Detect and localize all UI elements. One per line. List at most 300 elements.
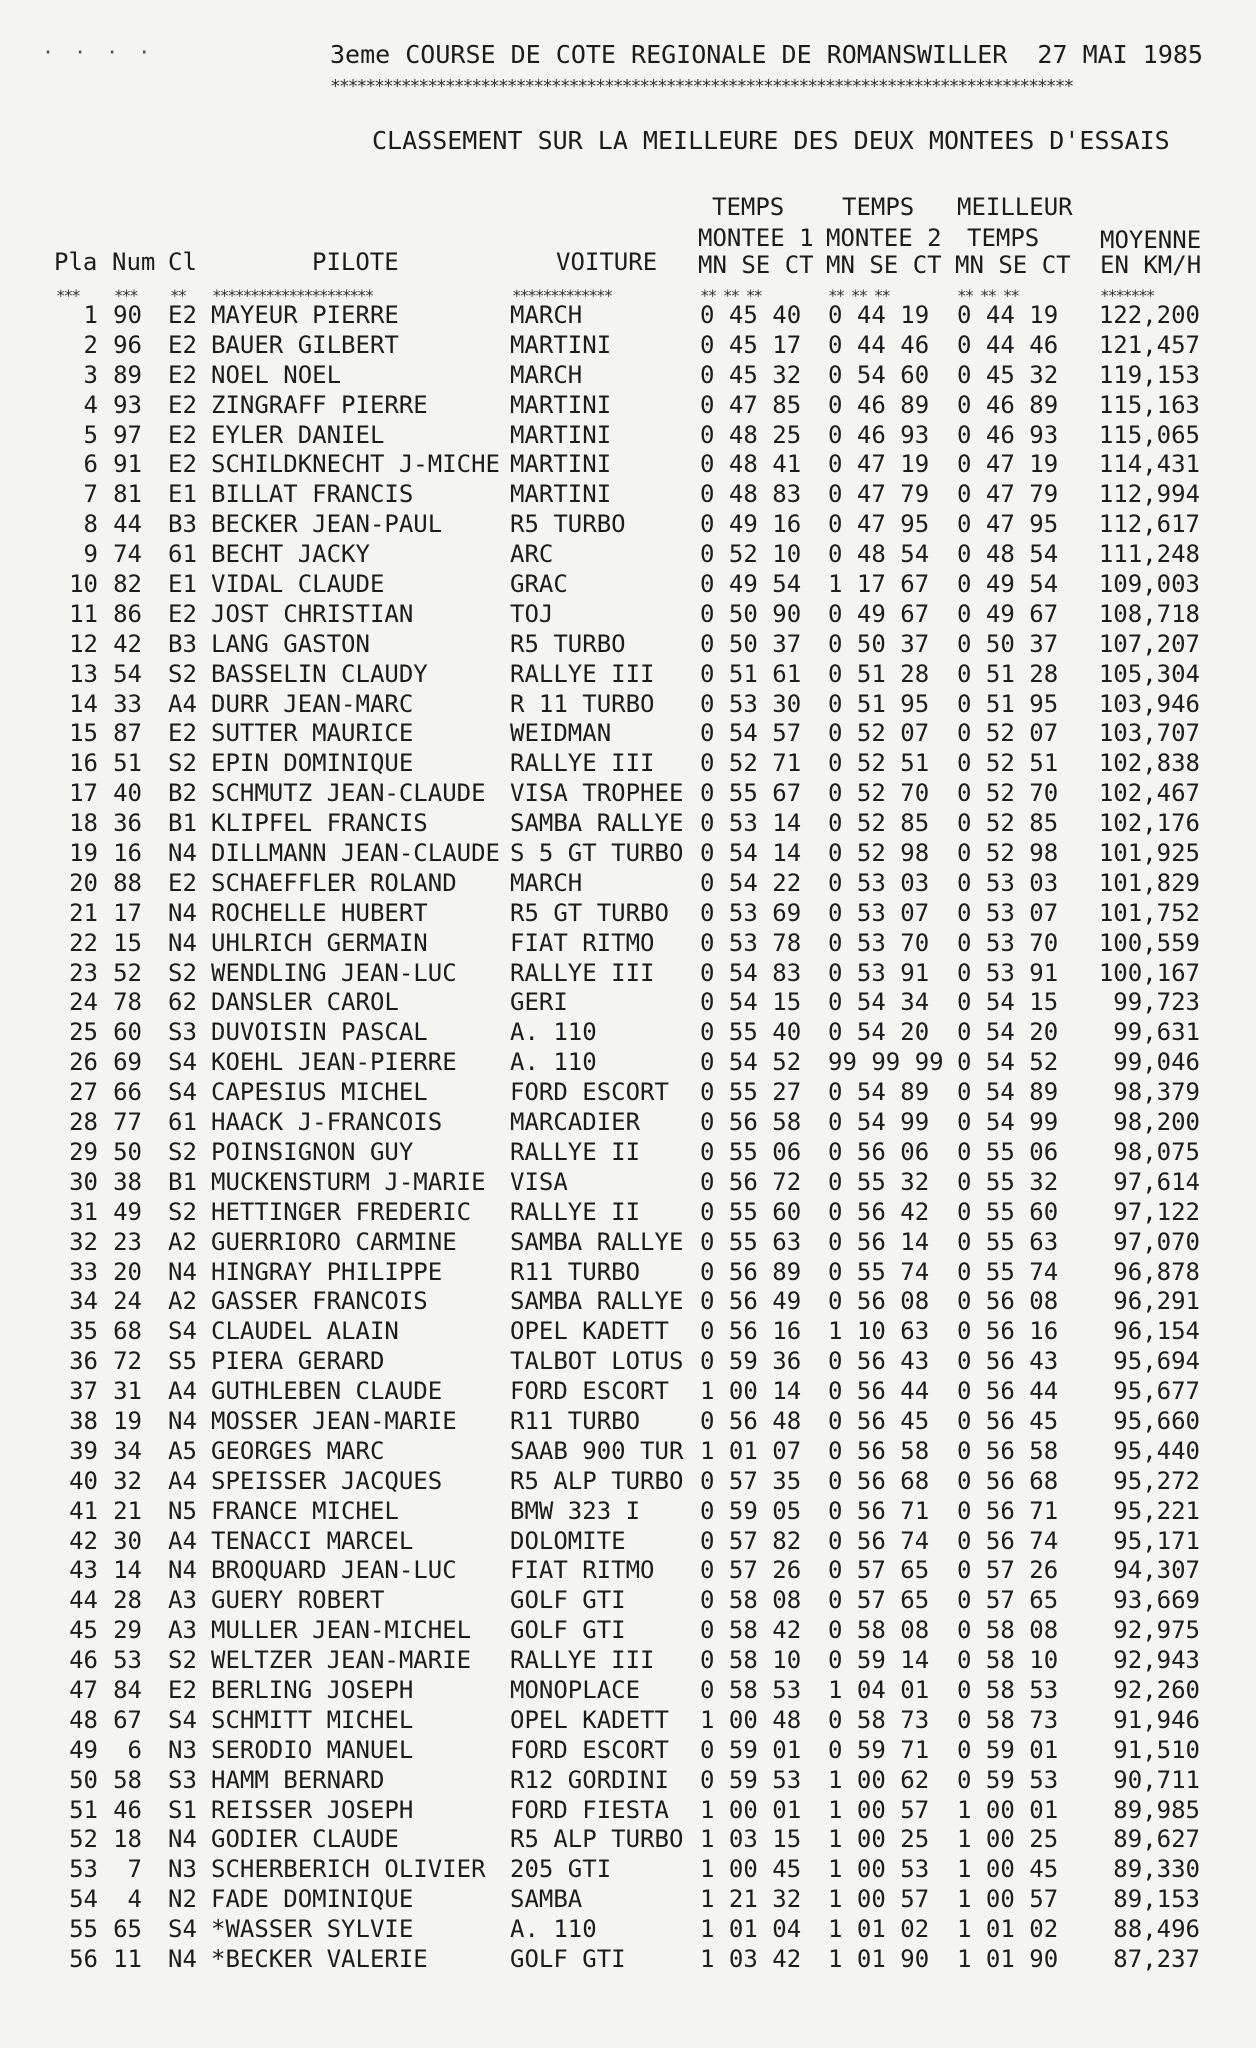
- cell-car: MARTINI: [510, 420, 612, 449]
- cell-best-time: 0 47 19: [957, 450, 1059, 479]
- table-row: [0, 361, 1256, 391]
- table-row: [0, 510, 1256, 540]
- cell-car: OPEL KADETT: [510, 1705, 669, 1734]
- cell-class: E2: [168, 599, 197, 628]
- cell-time1: 0 58 53: [700, 1675, 802, 1704]
- cell-car: A. 110: [510, 1048, 597, 1077]
- cell-average-speed: 100,167: [1098, 958, 1200, 987]
- cell-class: A4: [168, 1466, 197, 1495]
- cell-time1: 0 57 82: [700, 1526, 802, 1555]
- header-best-line1: MEILLEUR: [957, 193, 1073, 221]
- cell-class: A3: [168, 1586, 197, 1615]
- table-row: [0, 540, 1256, 570]
- table-row: [0, 1407, 1256, 1437]
- table-row: [0, 570, 1256, 600]
- table-row: [0, 1018, 1256, 1048]
- cell-number: 30: [113, 1526, 142, 1555]
- separator-kmh: *******: [1100, 286, 1154, 305]
- cell-car: MARTINI: [510, 330, 612, 359]
- cell-time1: 0 54 22: [700, 868, 802, 897]
- cell-average-speed: 91,946: [1113, 1705, 1200, 1734]
- cell-number: 54: [113, 659, 142, 688]
- cell-time2: 0 56 06: [828, 1137, 930, 1166]
- cell-driver: FRANCE MICHEL: [211, 1496, 399, 1525]
- table-row: [0, 749, 1256, 779]
- cell-time1: 0 56 89: [700, 1257, 802, 1286]
- table-row: [0, 1616, 1256, 1646]
- cell-time1: 0 59 53: [700, 1765, 802, 1794]
- cell-time2: 0 46 93: [828, 420, 930, 449]
- cell-time1: 0 54 83: [700, 958, 802, 987]
- table-row: [0, 1467, 1256, 1497]
- cell-average-speed: 95,660: [1113, 1406, 1200, 1435]
- cell-time2: 0 46 89: [828, 390, 930, 419]
- cell-car: RALLYE III: [510, 958, 655, 987]
- cell-time1: 1 03 42: [700, 1944, 802, 1973]
- cell-driver: EPIN DOMINIQUE: [211, 749, 414, 778]
- cell-car: SAAB 900 TUR: [510, 1436, 684, 1465]
- cell-class: E2: [168, 719, 197, 748]
- cell-class: A2: [168, 1287, 197, 1316]
- cell-place: 24: [69, 988, 98, 1017]
- table-row: [0, 1855, 1256, 1885]
- cell-place: 39: [69, 1436, 98, 1465]
- cell-number: 19: [113, 1406, 142, 1435]
- cell-best-time: 0 52 98: [957, 839, 1059, 868]
- cell-average-speed: 95,221: [1113, 1496, 1200, 1525]
- cell-number: 68: [113, 1317, 142, 1346]
- cell-average-speed: 94,307: [1113, 1556, 1200, 1585]
- cell-driver: MOSSER JEAN-MARIE: [211, 1406, 457, 1435]
- table-row: [0, 779, 1256, 809]
- document-title: 3eme COURSE DE COTE REGIONALE DE ROMANSWILLER 27 MAI 1985: [330, 40, 1203, 69]
- cell-driver: SCHILDKNECHT J-MICHE: [211, 450, 500, 479]
- cell-time1: 0 58 42: [700, 1616, 802, 1645]
- cell-car: FIAT RITMO: [510, 928, 655, 957]
- cell-best-time: 0 56 16: [957, 1317, 1059, 1346]
- cell-driver: ZINGRAFF PIERRE: [211, 390, 428, 419]
- cell-car: RALLYE II: [510, 1137, 641, 1166]
- cell-time1: 0 53 30: [700, 689, 802, 718]
- cell-time1: 0 45 40: [700, 301, 802, 329]
- cell-average-speed: 88,496: [1113, 1915, 1200, 1944]
- cell-class: S2: [168, 1137, 197, 1166]
- cell-best-time: 0 44 19: [957, 301, 1059, 329]
- cell-place: 18: [69, 809, 98, 838]
- cell-best-time: 0 56 43: [957, 1347, 1059, 1376]
- cell-best-time: 0 59 53: [957, 1765, 1059, 1794]
- handwritten-mark: · · · ·: [42, 40, 155, 64]
- cell-class: S3: [168, 1018, 197, 1047]
- cell-class: N4: [168, 839, 197, 868]
- cell-average-speed: 105,304: [1098, 659, 1200, 688]
- cell-time2: 0 44 19: [828, 301, 930, 329]
- cell-number: 51: [113, 749, 142, 778]
- cell-driver: GUTHLEBEN CLAUDE: [211, 1377, 443, 1406]
- separator-pilote: *********************: [212, 286, 373, 305]
- cell-number: 91: [113, 450, 142, 479]
- cell-best-time: 0 56 44: [957, 1377, 1059, 1406]
- cell-place: 40: [69, 1466, 98, 1495]
- cell-place: 42: [69, 1526, 98, 1555]
- cell-number: 87: [113, 719, 142, 748]
- cell-place: 29: [69, 1137, 98, 1166]
- cell-number: 28: [113, 1586, 142, 1615]
- separator-cl: **: [170, 286, 186, 305]
- cell-car: GRAC: [510, 570, 568, 599]
- header-temps1-line1: TEMPS: [712, 193, 785, 221]
- cell-average-speed: 87,237: [1113, 1944, 1200, 1973]
- cell-average-speed: 95,171: [1113, 1526, 1200, 1555]
- cell-driver: CAPESIUS MICHEL: [211, 1078, 428, 1107]
- cell-driver: MULLER JEAN-MICHEL: [211, 1616, 472, 1645]
- cell-time1: 0 58 08: [700, 1586, 802, 1615]
- table-row: [0, 391, 1256, 421]
- cell-average-speed: 102,838: [1098, 749, 1200, 778]
- cell-place: 28: [69, 1108, 98, 1137]
- cell-average-speed: 96,154: [1113, 1317, 1200, 1346]
- table-row: [0, 959, 1256, 989]
- cell-time1: 0 55 63: [700, 1227, 802, 1256]
- cell-class: B1: [168, 1167, 197, 1196]
- cell-number: 34: [113, 1436, 142, 1465]
- cell-time2: 0 51 95: [828, 689, 930, 718]
- cell-time2: 0 54 60: [828, 360, 930, 389]
- cell-driver: GEORGES MARC: [211, 1436, 385, 1465]
- cell-time2: 0 56 74: [828, 1526, 930, 1555]
- cell-class: S4: [168, 1048, 197, 1077]
- cell-time1: 0 57 26: [700, 1556, 802, 1585]
- cell-place: 13: [69, 659, 98, 688]
- cell-car: SAMBA RALLYE: [510, 809, 684, 838]
- header-cl: Cl: [168, 248, 197, 276]
- cell-car: GOLF GTI: [510, 1616, 626, 1645]
- header-voiture: VOITURE: [556, 248, 658, 276]
- cell-number: 23: [113, 1227, 142, 1256]
- cell-class: N3: [168, 1855, 197, 1884]
- cell-driver: SCHMITT MICHEL: [211, 1705, 414, 1734]
- table-row: [0, 630, 1256, 660]
- cell-class: B2: [168, 779, 197, 808]
- cell-average-speed: 103,707: [1098, 719, 1200, 748]
- cell-time2: 0 54 34: [828, 988, 930, 1017]
- cell-number: 18: [113, 1825, 142, 1854]
- table-row: [0, 480, 1256, 510]
- cell-class: E2: [168, 360, 197, 389]
- cell-class: N5: [168, 1496, 197, 1525]
- cell-average-speed: 115,163: [1098, 390, 1200, 419]
- cell-average-speed: 98,200: [1113, 1108, 1200, 1137]
- cell-number: 89: [113, 360, 142, 389]
- table-row: [0, 301, 1256, 331]
- table-row: [0, 809, 1256, 839]
- header-temps2-line1: TEMPS: [842, 193, 915, 221]
- cell-car: BMW 323 I: [510, 1496, 641, 1525]
- header-num: Num: [112, 248, 156, 276]
- cell-time1: 0 54 14: [700, 839, 802, 868]
- cell-average-speed: 95,677: [1113, 1377, 1200, 1406]
- cell-car: MARCH: [510, 868, 583, 897]
- cell-time1: 0 49 16: [700, 510, 802, 539]
- cell-class: E2: [168, 390, 197, 419]
- cell-car: S 5 GT TURBO: [510, 839, 684, 868]
- table-row: [0, 1497, 1256, 1527]
- cell-number: 24: [113, 1287, 142, 1316]
- cell-time1: 0 55 67: [700, 779, 802, 808]
- cell-car: R5 ALP TURBO: [510, 1466, 684, 1495]
- cell-time1: 0 53 14: [700, 809, 802, 838]
- cell-average-speed: 107,207: [1098, 629, 1200, 658]
- cell-class: S2: [168, 659, 197, 688]
- cell-number: 11: [113, 1944, 142, 1973]
- cell-time2: 1 00 53: [828, 1855, 930, 1884]
- cell-number: 97: [113, 420, 142, 449]
- cell-best-time: 0 44 46: [957, 330, 1059, 359]
- cell-time2: 0 53 91: [828, 958, 930, 987]
- cell-time2: 0 58 08: [828, 1616, 930, 1645]
- cell-average-speed: 97,122: [1113, 1197, 1200, 1226]
- cell-place: 55: [69, 1915, 98, 1944]
- table-row: [0, 1317, 1256, 1347]
- cell-driver: GUERRIORO CARMINE: [211, 1227, 457, 1256]
- table-row: [0, 1108, 1256, 1138]
- cell-time1: 0 52 71: [700, 749, 802, 778]
- cell-average-speed: 95,440: [1113, 1436, 1200, 1465]
- cell-place: 22: [69, 928, 98, 957]
- cell-average-speed: 93,669: [1113, 1586, 1200, 1615]
- cell-place: 50: [69, 1765, 98, 1794]
- separator-best: ** ** **: [957, 286, 1019, 305]
- table-row: [0, 1258, 1256, 1288]
- cell-driver: NOEL NOEL: [211, 360, 342, 389]
- cell-car: MARTINI: [510, 480, 612, 509]
- cell-driver: SPEISSER JACQUES: [211, 1466, 443, 1495]
- cell-number: 20: [113, 1257, 142, 1286]
- cell-place: 20: [69, 868, 98, 897]
- cell-number: 78: [113, 988, 142, 1017]
- cell-driver: MAYEUR PIERRE: [211, 301, 399, 329]
- cell-average-speed: 102,176: [1098, 809, 1200, 838]
- cell-place: 30: [69, 1167, 98, 1196]
- header-kmh: EN KM/H: [1100, 251, 1202, 279]
- cell-car: GOLF GTI: [510, 1944, 626, 1973]
- cell-time1: 0 48 83: [700, 480, 802, 509]
- table-row: [0, 1527, 1256, 1557]
- cell-driver: POINSIGNON GUY: [211, 1137, 414, 1166]
- cell-class: S5: [168, 1347, 197, 1376]
- cell-time1: 0 50 90: [700, 599, 802, 628]
- cell-average-speed: 103,946: [1098, 689, 1200, 718]
- cell-car: FORD ESCORT: [510, 1735, 669, 1764]
- cell-time2: 0 57 65: [828, 1586, 930, 1615]
- cell-best-time: 1 01 02: [957, 1915, 1059, 1944]
- cell-place: 33: [69, 1257, 98, 1286]
- cell-number: 58: [113, 1765, 142, 1794]
- cell-class: S4: [168, 1078, 197, 1107]
- cell-driver: TENACCI MARCEL: [211, 1526, 414, 1555]
- cell-driver: SCHAEFFLER ROLAND: [211, 868, 457, 897]
- cell-driver: MUCKENSTURM J-MARIE: [211, 1167, 486, 1196]
- cell-number: 88: [113, 868, 142, 897]
- table-row: [0, 1766, 1256, 1796]
- cell-time1: 0 57 35: [700, 1466, 802, 1495]
- cell-car: FORD ESCORT: [510, 1377, 669, 1406]
- cell-time2: 0 53 70: [828, 928, 930, 957]
- cell-class: S3: [168, 1765, 197, 1794]
- cell-best-time: 0 59 01: [957, 1735, 1059, 1764]
- cell-best-time: 1 00 57: [957, 1885, 1059, 1914]
- cell-place: 43: [69, 1556, 98, 1585]
- table-row: [0, 660, 1256, 690]
- header-temps2-line2: MONTEE 2: [826, 224, 942, 252]
- cell-average-speed: 112,994: [1098, 480, 1200, 509]
- cell-time2: 0 49 67: [828, 599, 930, 628]
- cell-time1: 0 59 05: [700, 1496, 802, 1525]
- cell-average-speed: 89,627: [1113, 1825, 1200, 1854]
- table-row: [0, 929, 1256, 959]
- cell-time1: 0 59 01: [700, 1735, 802, 1764]
- cell-class: E2: [168, 868, 197, 897]
- cell-time1: 1 00 14: [700, 1377, 802, 1406]
- cell-driver: LANG GASTON: [211, 629, 370, 658]
- cell-place: 2: [83, 330, 98, 359]
- cell-place: 26: [69, 1048, 98, 1077]
- cell-best-time: 0 56 68: [957, 1466, 1059, 1495]
- cell-class: S2: [168, 958, 197, 987]
- cell-time2: 0 52 85: [828, 809, 930, 838]
- cell-average-speed: 109,003: [1098, 570, 1200, 599]
- cell-number: 77: [113, 1108, 142, 1137]
- cell-number: 17: [113, 898, 142, 927]
- cell-time2: 0 51 28: [828, 659, 930, 688]
- cell-driver: BECKER JEAN-PAUL: [211, 510, 443, 539]
- table-row: [0, 1138, 1256, 1168]
- cell-car: RALLYE III: [510, 1646, 655, 1675]
- table-row: [0, 1198, 1256, 1228]
- cell-driver: *WASSER SYLVIE: [211, 1915, 414, 1944]
- cell-driver: WENDLING JEAN-LUC: [211, 958, 457, 987]
- cell-time2: 0 52 07: [828, 719, 930, 748]
- cell-time1: 0 47 85: [700, 390, 802, 419]
- cell-best-time: 0 48 54: [957, 540, 1059, 569]
- header-best-line2: TEMPS: [967, 224, 1040, 252]
- cell-time2: 0 44 46: [828, 330, 930, 359]
- cell-best-time: 0 53 91: [957, 958, 1059, 987]
- cell-time2: 0 56 45: [828, 1406, 930, 1435]
- cell-place: 27: [69, 1078, 98, 1107]
- cell-place: 1: [83, 301, 98, 329]
- cell-time2: 0 55 74: [828, 1257, 930, 1286]
- table-row: [0, 1048, 1256, 1078]
- cell-number: 21: [113, 1496, 142, 1525]
- cell-best-time: 0 54 20: [957, 1018, 1059, 1047]
- cell-time1: 0 49 54: [700, 570, 802, 599]
- cell-class: A3: [168, 1616, 197, 1645]
- cell-time1: 0 45 17: [700, 330, 802, 359]
- cell-place: 35: [69, 1317, 98, 1346]
- cell-car: A. 110: [510, 1018, 597, 1047]
- cell-driver: BASSELIN CLAUDY: [211, 659, 428, 688]
- cell-car: GERI: [510, 988, 568, 1017]
- cell-time1: 1 00 45: [700, 1855, 802, 1884]
- cell-time2: 0 52 70: [828, 779, 930, 808]
- cell-class: E2: [168, 420, 197, 449]
- cell-best-time: 1 00 25: [957, 1825, 1059, 1854]
- cell-place: 47: [69, 1675, 98, 1704]
- cell-car: FORD FIESTA: [510, 1795, 669, 1824]
- cell-number: 33: [113, 689, 142, 718]
- cell-average-speed: 102,467: [1098, 779, 1200, 808]
- cell-best-time: 0 53 70: [957, 928, 1059, 957]
- cell-class: 61: [168, 540, 197, 569]
- cell-number: 49: [113, 1197, 142, 1226]
- cell-average-speed: 108,718: [1098, 599, 1200, 628]
- cell-class: B3: [168, 510, 197, 539]
- cell-driver: GASSER FRANCOIS: [211, 1287, 428, 1316]
- cell-class: E2: [168, 450, 197, 479]
- cell-driver: VIDAL CLAUDE: [211, 570, 385, 599]
- cell-class: A4: [168, 689, 197, 718]
- table-row: [0, 450, 1256, 480]
- cell-class: 62: [168, 988, 197, 1017]
- cell-place: 45: [69, 1616, 98, 1645]
- cell-class: A5: [168, 1436, 197, 1465]
- cell-time1: 0 53 78: [700, 928, 802, 957]
- cell-time2: 0 56 58: [828, 1436, 930, 1465]
- cell-number: 40: [113, 779, 142, 808]
- table-row: [0, 1078, 1256, 1108]
- cell-average-speed: 89,985: [1113, 1795, 1200, 1824]
- cell-best-time: 0 58 10: [957, 1646, 1059, 1675]
- cell-driver: SCHERBERICH OLIVIER: [211, 1855, 486, 1884]
- cell-car: MONOPLACE: [510, 1675, 641, 1704]
- cell-place: 48: [69, 1705, 98, 1734]
- table-row: [0, 988, 1256, 1018]
- cell-car: FIAT RITMO: [510, 1556, 655, 1585]
- cell-time2: 0 56 68: [828, 1466, 930, 1495]
- table-row: [0, 1228, 1256, 1258]
- table-row: [0, 1168, 1256, 1198]
- table-row: [0, 1646, 1256, 1676]
- cell-time2: 0 56 08: [828, 1287, 930, 1316]
- cell-car: R11 TURBO: [510, 1257, 641, 1286]
- cell-best-time: 0 54 15: [957, 988, 1059, 1017]
- cell-driver: SUTTER MAURICE: [211, 719, 414, 748]
- cell-driver: DURR JEAN-MARC: [211, 689, 414, 718]
- cell-class: A4: [168, 1377, 197, 1406]
- cell-number: 96: [113, 330, 142, 359]
- cell-best-time: 0 53 07: [957, 898, 1059, 927]
- cell-best-time: 0 58 73: [957, 1705, 1059, 1734]
- cell-average-speed: 101,829: [1098, 868, 1200, 897]
- cell-place: 34: [69, 1287, 98, 1316]
- cell-best-time: 0 55 06: [957, 1137, 1059, 1166]
- cell-class: N4: [168, 1406, 197, 1435]
- header-best-units: MN SE CT: [955, 251, 1071, 279]
- cell-place: 14: [69, 689, 98, 718]
- cell-best-time: 0 54 99: [957, 1108, 1059, 1137]
- cell-class: E2: [168, 1675, 197, 1704]
- cell-time2: 0 48 54: [828, 540, 930, 569]
- cell-time2: 1 01 02: [828, 1915, 930, 1944]
- cell-driver: *BECKER VALERIE: [211, 1944, 428, 1973]
- cell-number: 46: [113, 1795, 142, 1824]
- cell-driver: CLAUDEL ALAIN: [211, 1317, 399, 1346]
- cell-class: A2: [168, 1227, 197, 1256]
- cell-best-time: 0 54 89: [957, 1078, 1059, 1107]
- cell-place: 11: [69, 599, 98, 628]
- cell-best-time: 0 51 95: [957, 689, 1059, 718]
